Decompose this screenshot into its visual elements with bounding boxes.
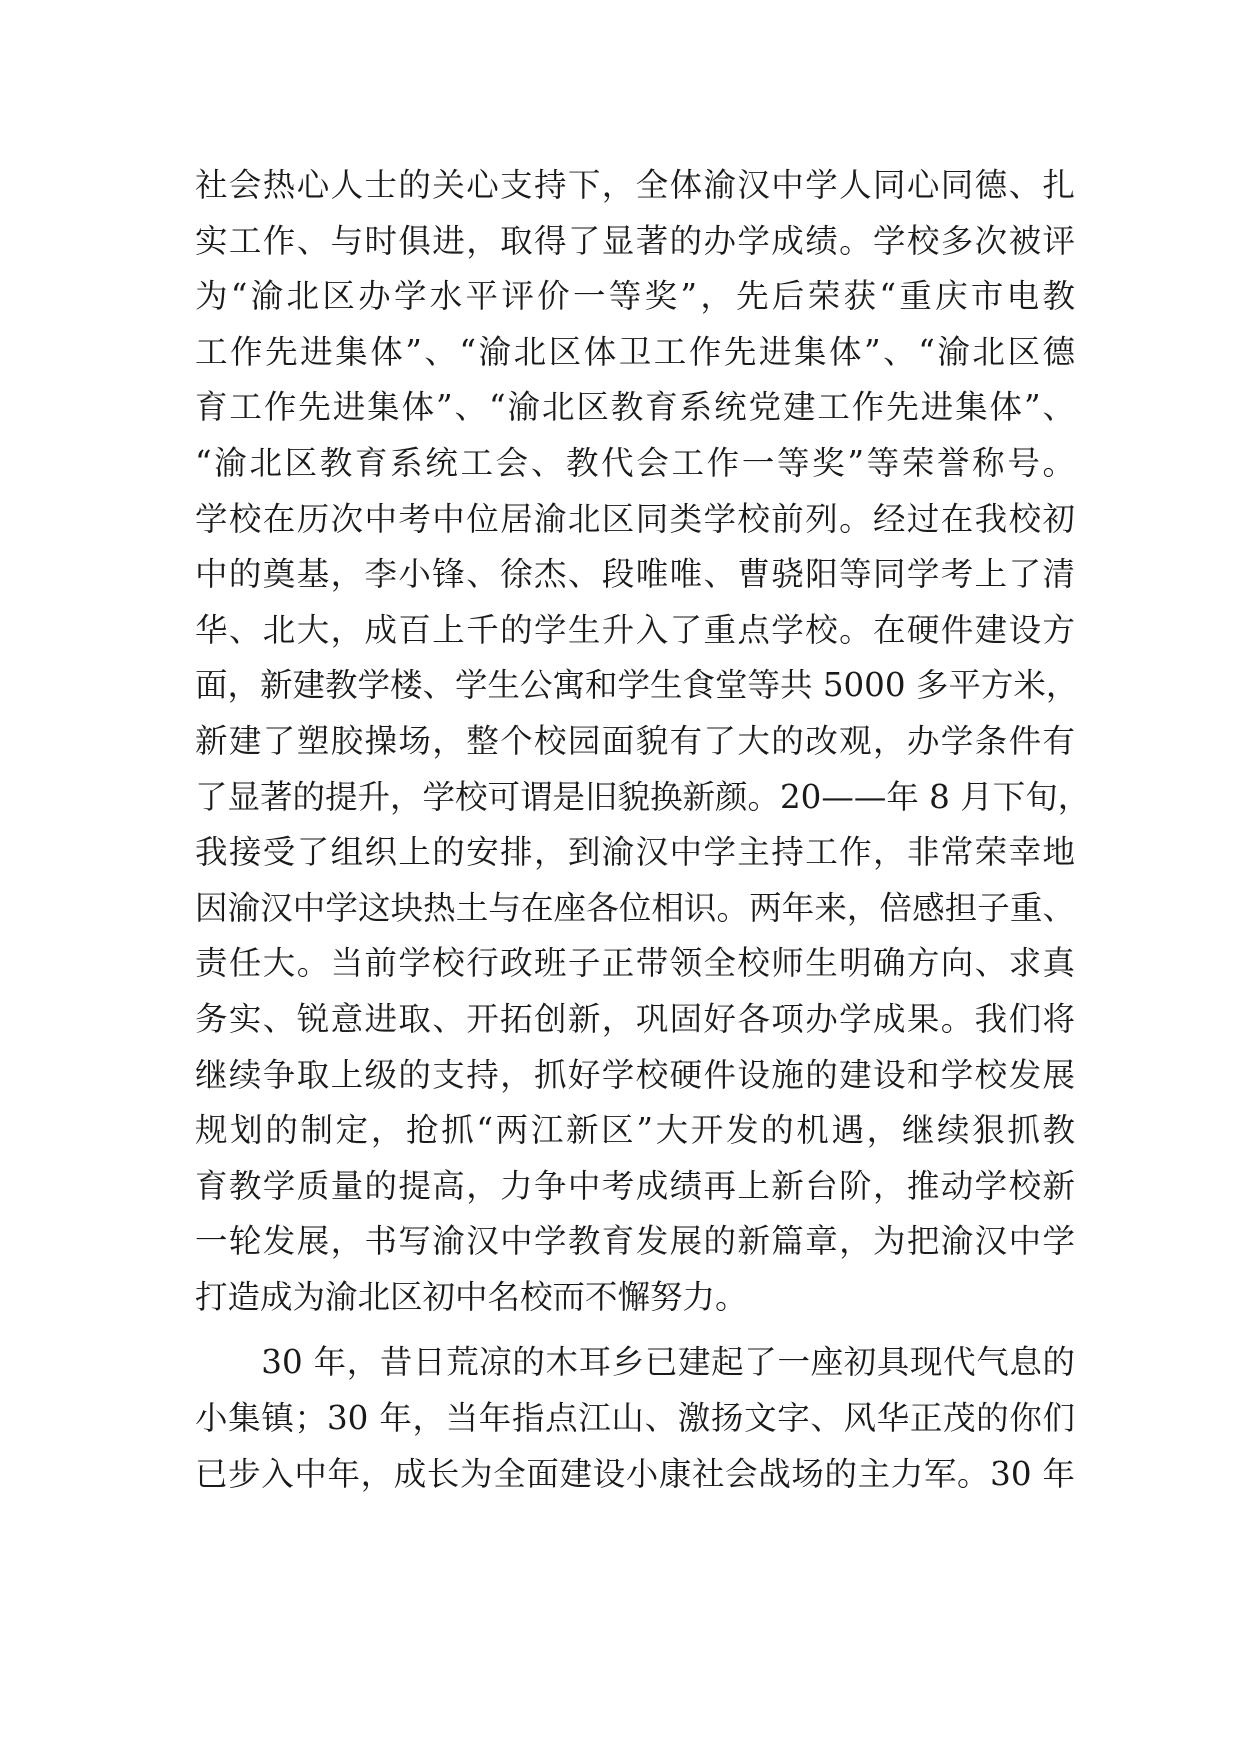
text-line: 一轮发展，书写渝汉中学教育发展的新篇章，为把渝汉中学 <box>195 1222 1075 1261</box>
text-line: 30 年，昔日荒凉的木耳乡已建起了一座初具现代气息的 <box>195 1343 1075 1382</box>
text-line: 打造成为渝北区初中名校而不懈努力。 <box>195 1277 748 1316</box>
paragraph-2 <box>195 1335 1075 1502</box>
text-line: 社会热心人士的关心支持下，全体渝汉中学人同心同德、扎 <box>195 166 1075 204</box>
text-line: 华、北大，成百上千的学生升入了重点学校。在硬件建设方 <box>195 610 1075 649</box>
text-line: 实工作、与时俱进，取得了显著的办学成绩。学校多次被评 <box>195 221 1075 260</box>
body-text <box>195 158 1091 1502</box>
paragraph-1 <box>195 158 1091 1325</box>
text-line: 育工作先进集体”、“渝北区教育系统党建工作先进集体”、 <box>195 388 1075 427</box>
text-line: 已步入中年，成长为全面建设小康社会战场的主力军。30 年 <box>195 1454 1075 1493</box>
text-line: 新建了塑胶操场，整个校园面貌有了大的改观，办学条件有 <box>195 721 1075 760</box>
text-line: 因渝汉中学这块热土与在座各位相识。两年来，倍感担子重、 <box>195 888 1075 927</box>
text-line: “渝北区教育系统工会、教代会工作一等奖”等荣誉称号。 <box>195 443 1075 482</box>
text-line: 责任大。当前学校行政班子正带领全校师生明确方向、求真 <box>195 944 1075 983</box>
text-line: 中的奠基，李小锋、徐杰、段唯唯、曹骁阳等同学考上了清 <box>195 555 1075 594</box>
text-line: 务实、锐意进取、开拓创新，巩固好各项办学成果。我们将 <box>195 999 1075 1038</box>
text-line: 面，新建教学楼、学生公寓和学生食堂等共 5000 多平方米， <box>195 666 1079 705</box>
text-line: 规划的制定，抢抓“两江新区”大开发的机遇，继续狠抓教 <box>195 1111 1075 1150</box>
text-line: 学校在历次中考中位居渝北区同类学校前列。经过在我校初 <box>195 499 1075 538</box>
text-line: 了显著的提升，学校可谓是旧貌换新颜。20——年 8 月下旬， <box>195 777 1091 816</box>
text-line: 我接受了组织上的安排，到渝汉中学主持工作，非常荣幸地 <box>195 833 1075 872</box>
text-line: 为“渝北区办学水平评价一等奖”，先后荣获“重庆市电教 <box>195 277 1075 316</box>
text-line: 继续争取上级的支持，抓好学校硬件设施的建设和学校发展 <box>195 1055 1075 1094</box>
text-line: 工作先进集体”、“渝北区体卫工作先进集体”、“渝北区德 <box>195 332 1075 371</box>
paragraph-spacer <box>195 1325 1075 1335</box>
text-line: 育教学质量的提高，力争中考成绩再上新台阶，推动学校新 <box>195 1166 1075 1205</box>
text-line: 小集镇；30 年，当年指点江山、激扬文字、风华正茂的你们 <box>195 1399 1075 1438</box>
